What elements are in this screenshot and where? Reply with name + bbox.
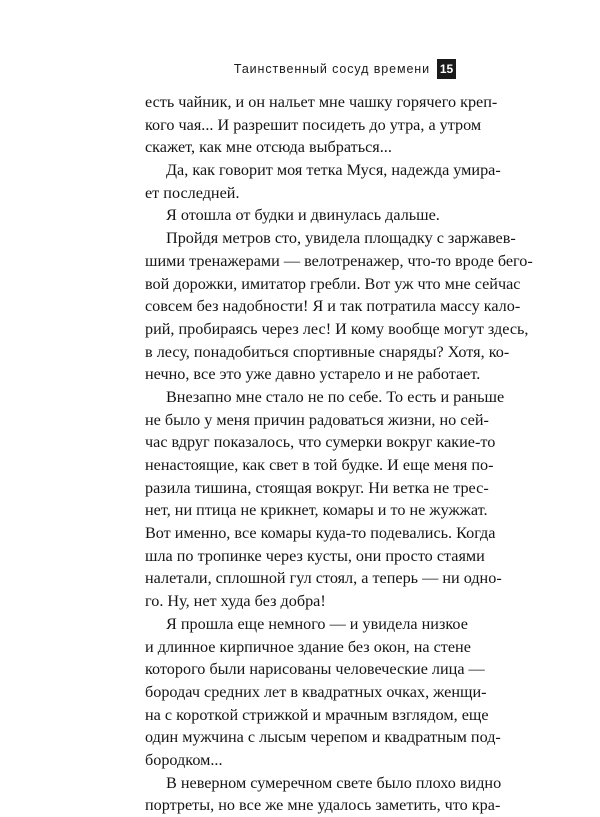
text-line: ет последней.	[145, 183, 240, 202]
text-line: нечно, все это уже давно устарело и не работает.	[145, 365, 481, 384]
text-line: В неверном сумеречном свете было плохо видно	[166, 773, 502, 792]
text-line: портреты, но все же мне удалось заметить, что кра-	[145, 796, 501, 815]
text-line: Я прошла еще немного — и увидела низкое	[166, 614, 468, 633]
text-line: Внезапно мне стало не по себе. То есть и раньше	[166, 387, 505, 406]
paragraph	[145, 91, 498, 159]
text-line: и длинное кирпичное здание без окон, на стене	[145, 637, 471, 656]
text-line: го. Ну, нет худа без добра!	[145, 592, 326, 611]
paragraph	[145, 204, 456, 227]
text-line: вой дорожки, имитатор гребли. Вот уж что мне сейчас	[145, 274, 521, 293]
running-header	[234, 58, 456, 80]
paragraph	[145, 613, 501, 772]
text-line: Я отошла от будки и двинулась дальше.	[166, 206, 440, 225]
text-line: на с короткой стрижкой и мрачным взглядом, еще	[145, 705, 489, 724]
text-line: рий, пробираясь через лес! И кому вообще могут здесь,	[145, 319, 529, 338]
text-line: бородач средних лет в квадратных очках, женщи-	[145, 682, 487, 701]
text-line: один мужчина с лысым черепом и квадратным под-	[145, 728, 501, 747]
text-line: Пройдя метров сто, увидела площадку с заржавев-	[166, 229, 516, 248]
paragraph	[145, 159, 501, 204]
text-line: скажет, как мне отсюда выбраться...	[145, 138, 392, 157]
text-line: есть чайник, и он нальет мне чашку горячего креп-	[145, 93, 498, 111]
page-number: 15	[437, 59, 456, 79]
text-line: которого были нарисованы человеческие лица —	[145, 660, 485, 679]
text-line: в лесу, понадобиться спортивные снаряды? Хотя, ко-	[145, 342, 510, 361]
text-line: кого чая... И разрешит посидеть до утра, а утром	[145, 115, 482, 134]
text-line: шими тренажерами — велотренажер, что-то вроде бего-	[145, 251, 533, 270]
paragraph	[145, 227, 533, 386]
body-text	[145, 91, 533, 817]
text-line: налетали, сплошной гул стоял, а теперь — ни одно-	[145, 569, 502, 588]
text-line: не было у меня причин радоваться жизни, но сей-	[145, 410, 489, 429]
text-line: совсем без надобности! Я и так потратила массу кало-	[145, 297, 521, 316]
text-line: нет, ни птица не крикнет, комары и то не жужжат.	[145, 501, 488, 520]
text-line: Вот именно, все комары куда-то подевались. Когда	[145, 524, 496, 543]
paragraph	[145, 386, 505, 613]
text-line: бородком...	[145, 750, 223, 769]
paragraph	[145, 772, 502, 817]
text-line: час вдруг показалось, что сумерки вокруг какие-то	[145, 433, 496, 452]
text-line: ненастоящие, как свет в той будке. И еще меня по-	[145, 456, 494, 474]
text-line: шла по тропинке через кусты, они просто стаями	[145, 546, 485, 565]
running-title: Таинственный сосуд времени	[233, 62, 430, 76]
text-line: разила тишина, стоящая вокруг. Ни ветка не трес-	[145, 478, 489, 497]
text-line: Да, как говорит моя тетка Муся, надежда умира-	[166, 161, 501, 180]
